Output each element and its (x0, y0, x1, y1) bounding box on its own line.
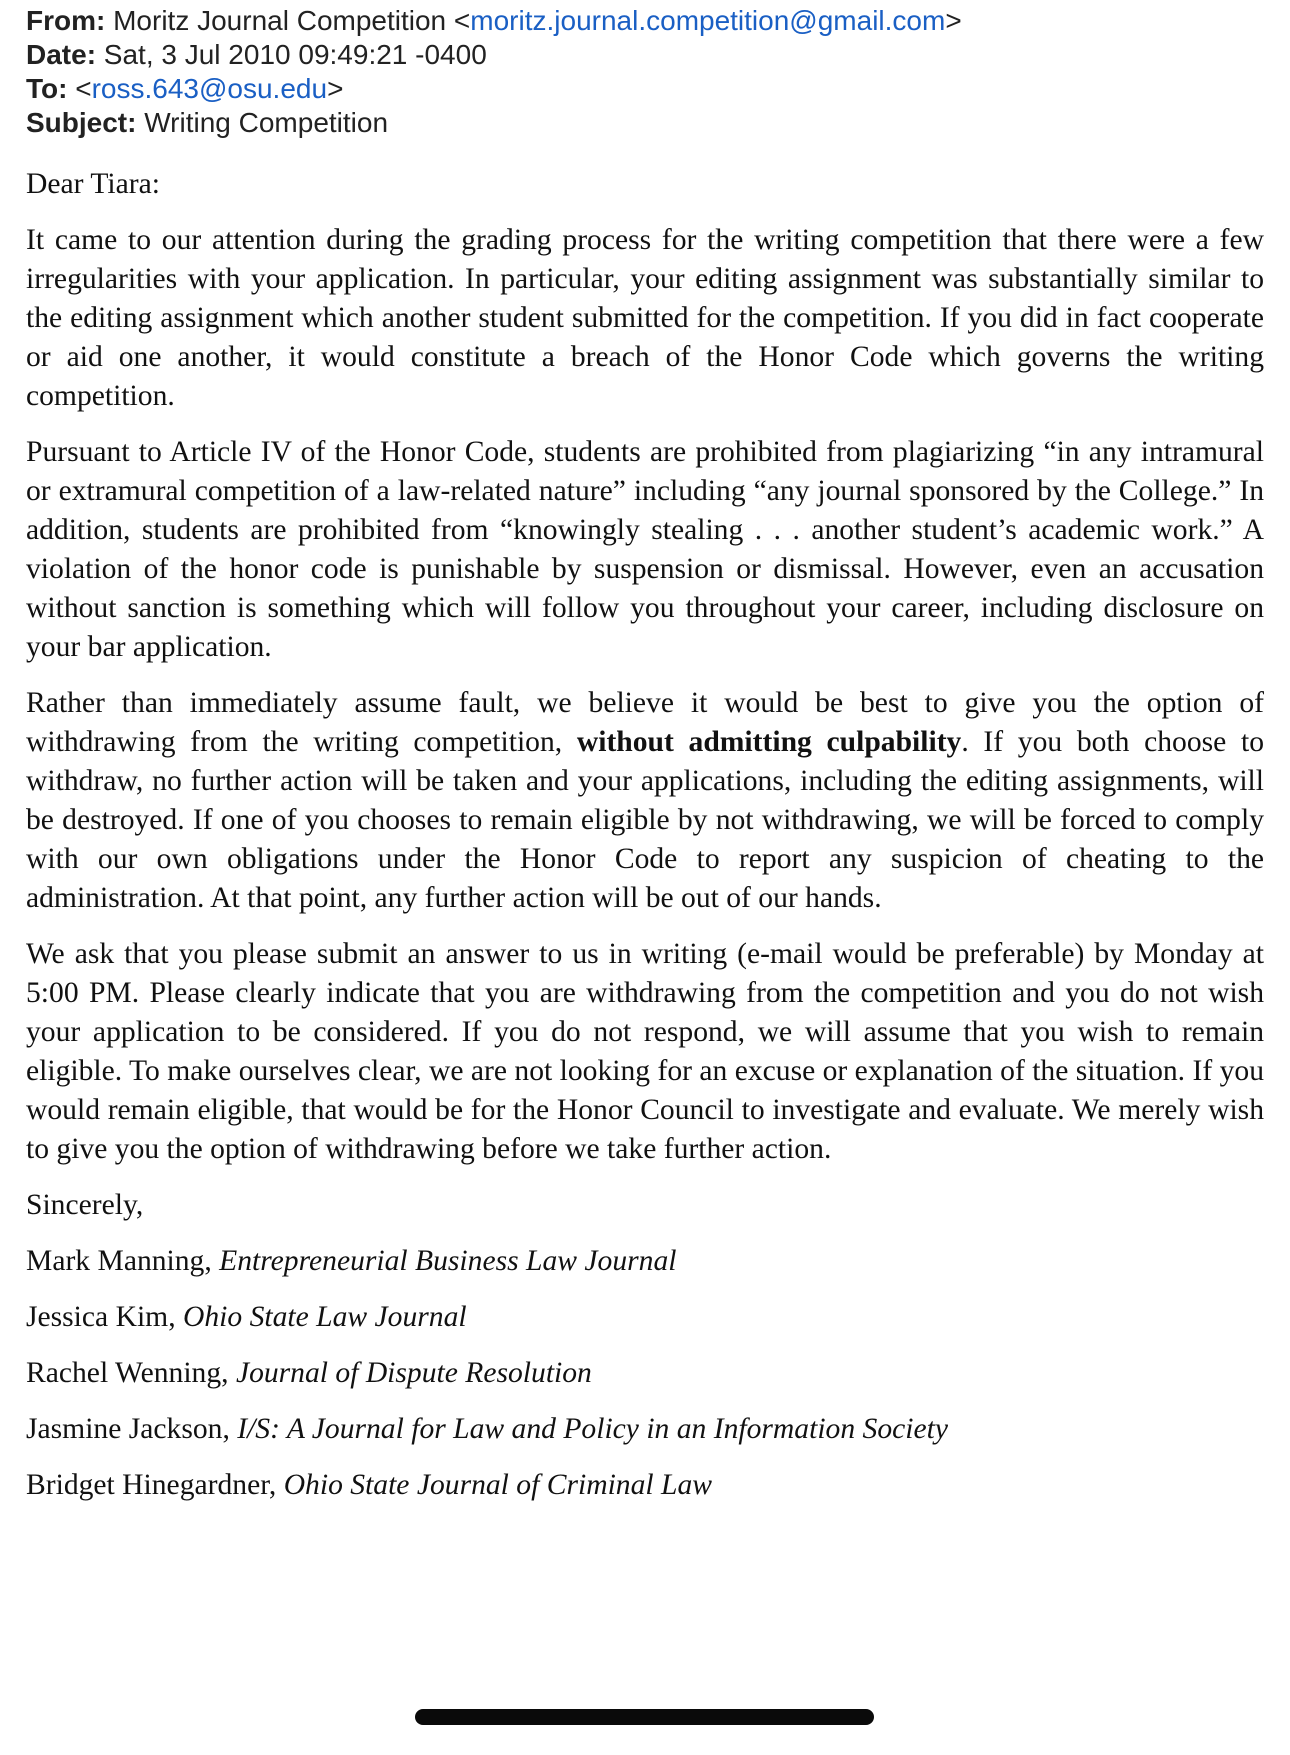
to-label: To: (26, 73, 68, 104)
signer-name: Jasmine Jackson (26, 1413, 223, 1445)
paragraph-3-start: Rather than immediately assume fault, we believe it would be best to give you the option of withdrawing from the writing competition, (26, 687, 1264, 758)
from-name: Moritz Journal Competition (113, 5, 447, 36)
signer-journal: Journal of Dispute Resolution (235, 1357, 592, 1389)
home-indicator-bar[interactable] (415, 1709, 874, 1725)
paragraph-3 (26, 684, 1264, 918)
signer: Jessica Kim, Ohio State Law Journal (26, 1301, 467, 1333)
paragraph-3-bold: without admitting culpability (576, 726, 962, 758)
from-label: From: (26, 5, 106, 36)
signer-name: Rachel Wenning (26, 1357, 222, 1389)
signer-name: Jessica Kim (26, 1301, 169, 1333)
to-email-link[interactable]: ross.643@osu.edu (91, 73, 328, 104)
signer: Mark Manning, Entrepreneurial Business Law Journal (26, 1245, 677, 1277)
date-line (26, 38, 1264, 72)
signer: Bridget Hinegardner, Ohio State Journal of Criminal Law (26, 1469, 713, 1501)
paragraph-3-end: . If you both choose to withdraw, no further action will be taken and your applications, including the editing assignments, will be destroyed. If one of you chooses to remain eligible by not withdrawing, we will be forced to comply with our own obligations under the Honor Code to report any suspicion of cheating to the administration. At that point, any further action will be out of our hands. (26, 726, 1264, 914)
signer-journal: Ohio State Journal of Criminal Law (283, 1469, 713, 1501)
subject-value: Writing Competition (144, 107, 389, 138)
date-value: Sat, 3 Jul 2010 09:49:21 -0400 (103, 39, 487, 70)
greeting: Dear Tiara: (26, 168, 160, 200)
signer-name: Bridget Hinegardner (26, 1469, 269, 1501)
signer-journal: Ohio State Law Journal (183, 1301, 467, 1333)
subject-label: Subject: (26, 107, 137, 138)
signer: Rachel Wenning, Journal of Dispute Resolution (26, 1357, 592, 1389)
paragraph-4: We ask that you please submit an answer to us in writing (e-mail would be preferable) by Monday at 5:00 PM. Please clearly indicate that you are withdrawing from the competition and you do not wish your application to be considered. If you do not respond, we will assume that you wish to remain eligible. To make ourselves clear, we are not looking for an excuse or explanation of the situation. If you would remain eligible, that would be for the Honor Council to investigate and evaluate. We merely wish to give you the option of withdrawing before we take further action. (26, 938, 1264, 1165)
email-view (26, 4, 1264, 1505)
from-line: From: Moritz Journal Competition <moritz.journal.competition@gmail.com> (26, 5, 962, 36)
subject-line (26, 106, 1264, 140)
signer-journal: I/S: A Journal for Law and Policy in an Information Society (237, 1413, 948, 1445)
paragraph-2: Pursuant to Article IV of the Honor Code, students are prohibited from plagiarizing “in any intramural or extramural competition of a law-related nature” including “any journal sponsored by the College.” In addition, students are prohibited from “knowingly stealing . . . another student’s academic work.” A violation of the honor code is punishable by suspension or dismissal. However, even an accusation without sanction is something which will follow you throughout your career, including disclosure on your bar application. (26, 436, 1264, 663)
from-email-link[interactable]: moritz.journal.competition@gmail.com (470, 5, 946, 36)
signer: Jasmine Jackson, I/S: A Journal for Law and Policy in an Information Society (26, 1413, 948, 1445)
paragraph-1: It came to our attention during the grading process for the writing competition that there were a few irregularities with your application. In particular, your editing assignment was substantially similar to the editing assignment which another student submitted for the competition. If you did in fact cooperate or aid one another, it would constitute a breach of the Honor Code which governs the writing competition. (26, 224, 1264, 412)
signer-name: Mark Manning (26, 1245, 205, 1277)
signer-journal: Entrepreneurial Business Law Journal (219, 1245, 677, 1277)
closing: Sincerely, (26, 1189, 144, 1221)
to-line: To: <ross.643@osu.edu> (26, 73, 344, 104)
date-label: Date: (26, 39, 97, 70)
